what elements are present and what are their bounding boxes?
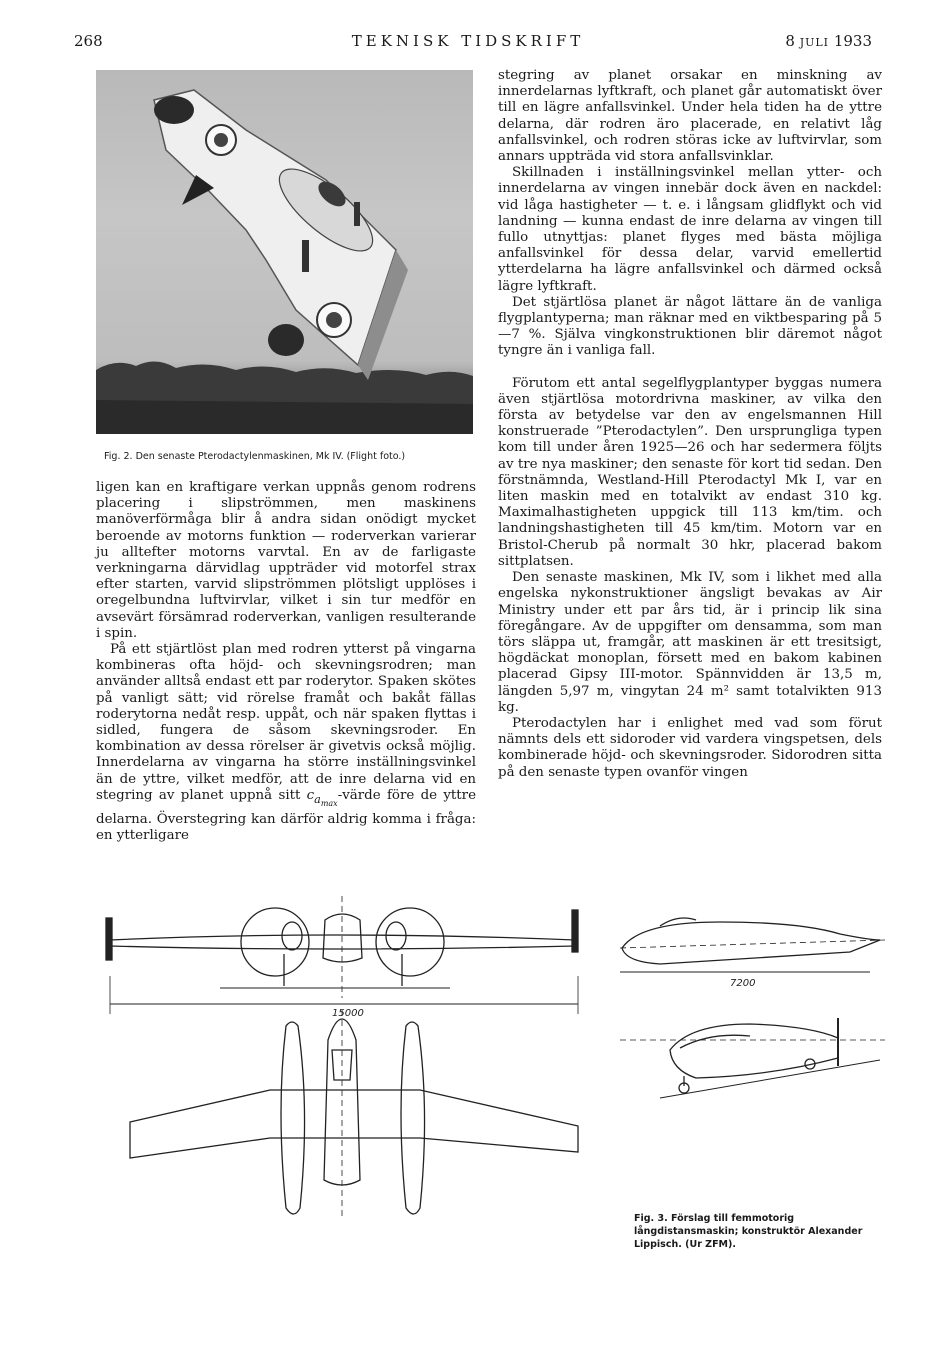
- issue-date: [785, 32, 872, 50]
- left-paragraph-2-end: -värde före de yttre delarna. Överstegring kan därför aldrig komma i fråga: en ytterligare: [96, 787, 477, 844]
- page-number: 268: [74, 32, 103, 50]
- right-paragraph-3: Det stjärtlösa planet är något lättare än de vanliga flygplantyperna; man räknar med en viktbesparing på 5—7 %. Själva vingkonstruktionen blir däremot något tyngre än i vanliga fall.: [498, 294, 882, 359]
- figure-2-caption: Fig. 2. Den senaste Pterodactylenmaskinen, Mk IV. (Flight foto.): [104, 451, 406, 462]
- right-paragraph-2: Skillnaden i inställningsvinkel mellan ytter- och innerdelarna av vingen innebär dock även en nackdel: vid låga hastigheter — t. e. i långsam glidflykt och vid landning — kunna endast de inre delarna av vingen till fullo utnyttjas: planet flyges med bästa möjliga anfallsvinkel för dessa delar, varvid emellertid ytterdelarna ha lägre anfallsvinkel och därmed också lägre lyftkraft.: [498, 165, 882, 294]
- dimension-length-label: 7200: [730, 978, 756, 989]
- right-paragraph-5: Den senaste maskinen, Mk IV, som i likhet med alla engelska nykonstruktioner ängsligt bevakas av Air Ministry under ett par års tid, är i princip lik sina föregångare. Av de uppgifter om densamma, som man törs släppa ut, framgår, att maskinen är ett tresitsigt, högdäckat monoplan, försett med en bakom kabinen placerad Gipsy III-motor. Spännvidden är 13,5 m, längden 5,97 m, vingytan 24 m² samt totalvikten 913 kg.: [498, 570, 882, 715]
- left-paragraph-1: ligen kan en kraftigare verkan uppnås genom rodrens placering i slipströmmen, men maskinens manöverförmåga blir å andra sidan onödigt mycket beroende av motorns funktion — roderverkan varierar ju alltefter motorns varvtal. En av de farligaste verkningarna därvidlag uppträder vid motorfel strax efter starten, varvid slipströmmen plötsligt upplöses i oregelbundna luftvirvlar, vilket i sin tur medför en avsevärt försämrad roderverkan, vanligen resulterande i spin.: [96, 480, 476, 641]
- figure-3-caption: Fig. 3. Förslag till femmotorig långdistansmaskin; konstruktör Alexander Lippisch. (Ur ZFM).: [634, 1213, 863, 1250]
- formula-c-alpha-max: $c_{a_{max}}$: [306, 787, 338, 808]
- figure-3-front-and-plan-view: [70, 890, 600, 1270]
- right-paragraph-6: Pterodactylen har i enlighet med vad som förut nämnts dels ett sidoroder vid vardera vingspetsen, dels kombinerade höjd- och skevningsroder. Sidorodren sitta på den senaste typen ovanför vingen: [498, 715, 882, 780]
- right-column: [498, 68, 882, 781]
- left-paragraph-2-text: På ett stjärtlöst plan med rodren ytterst på vingarna kombineras ofta höjd- och skevningsrodren; man använder alltså endast ett par roderytor. Spaken skötes på vanligt sätt; vid rörelse framåt och bakåt fällas roderytorna nedåt resp. uppåt, och när spaken flyttas i sidled, fungera de såsom skevningsroder. En kombination av dessa rörelser är givetvis också möjlig. Innerdelarna av vingarna ha större inställningsvinkel än de yttre, vilket medför, att de inre delarna vid en stegring av planet uppnå sitt: [96, 642, 476, 803]
- journal-title: TEKNISK TIDSKRIFT: [351, 32, 585, 50]
- left-column: [96, 480, 476, 844]
- date-month: JULI: [799, 36, 830, 49]
- right-paragraph-4: Förutom ett antal segelflygplantyper byggas numera även stjärtlösa motordrivna maskiner, av vilka den första av betydelse var den av engelsmannen Hill konstruerade ”Pterodactylen”. Den ursprungliga typen kom till under åren 1925—26 och har sedermera följts av tre nya maskiner; den senaste för kort tid sedan. Den förstnämnda, Westland-Hill Pterodactyl Mk I, var en liten maskin med en totalvikt av endast 310 kg. Maximalhastigheten uppgick till 113 km/tim. och landningshastigheten till 45 km/tim. Motorn var en Bristol-Cherub på normalt 30 hkr, placerad bakom sittplatsen.: [498, 375, 882, 569]
- dimension-span-label: 15000: [332, 1008, 364, 1019]
- figure-3-side-view: [600, 900, 890, 1100]
- aircraft-photo: [96, 70, 473, 434]
- right-paragraph-1: stegring av planet orsakar en minskning av innerdelarnas lyftkraft, och planet går automatiskt över till en lägre anfallsvinkel. Under hela tiden ha de yttre delarna, där rodren äro placerade, en relativt låg anfallsvinkel, och rodren störas icke av luftvirvlar, som annars uppträda vid stora anfallsvinklar.: [498, 68, 882, 165]
- left-paragraph-2: [96, 642, 476, 844]
- date-year: 1933: [833, 32, 872, 50]
- date-day: 8: [785, 32, 795, 50]
